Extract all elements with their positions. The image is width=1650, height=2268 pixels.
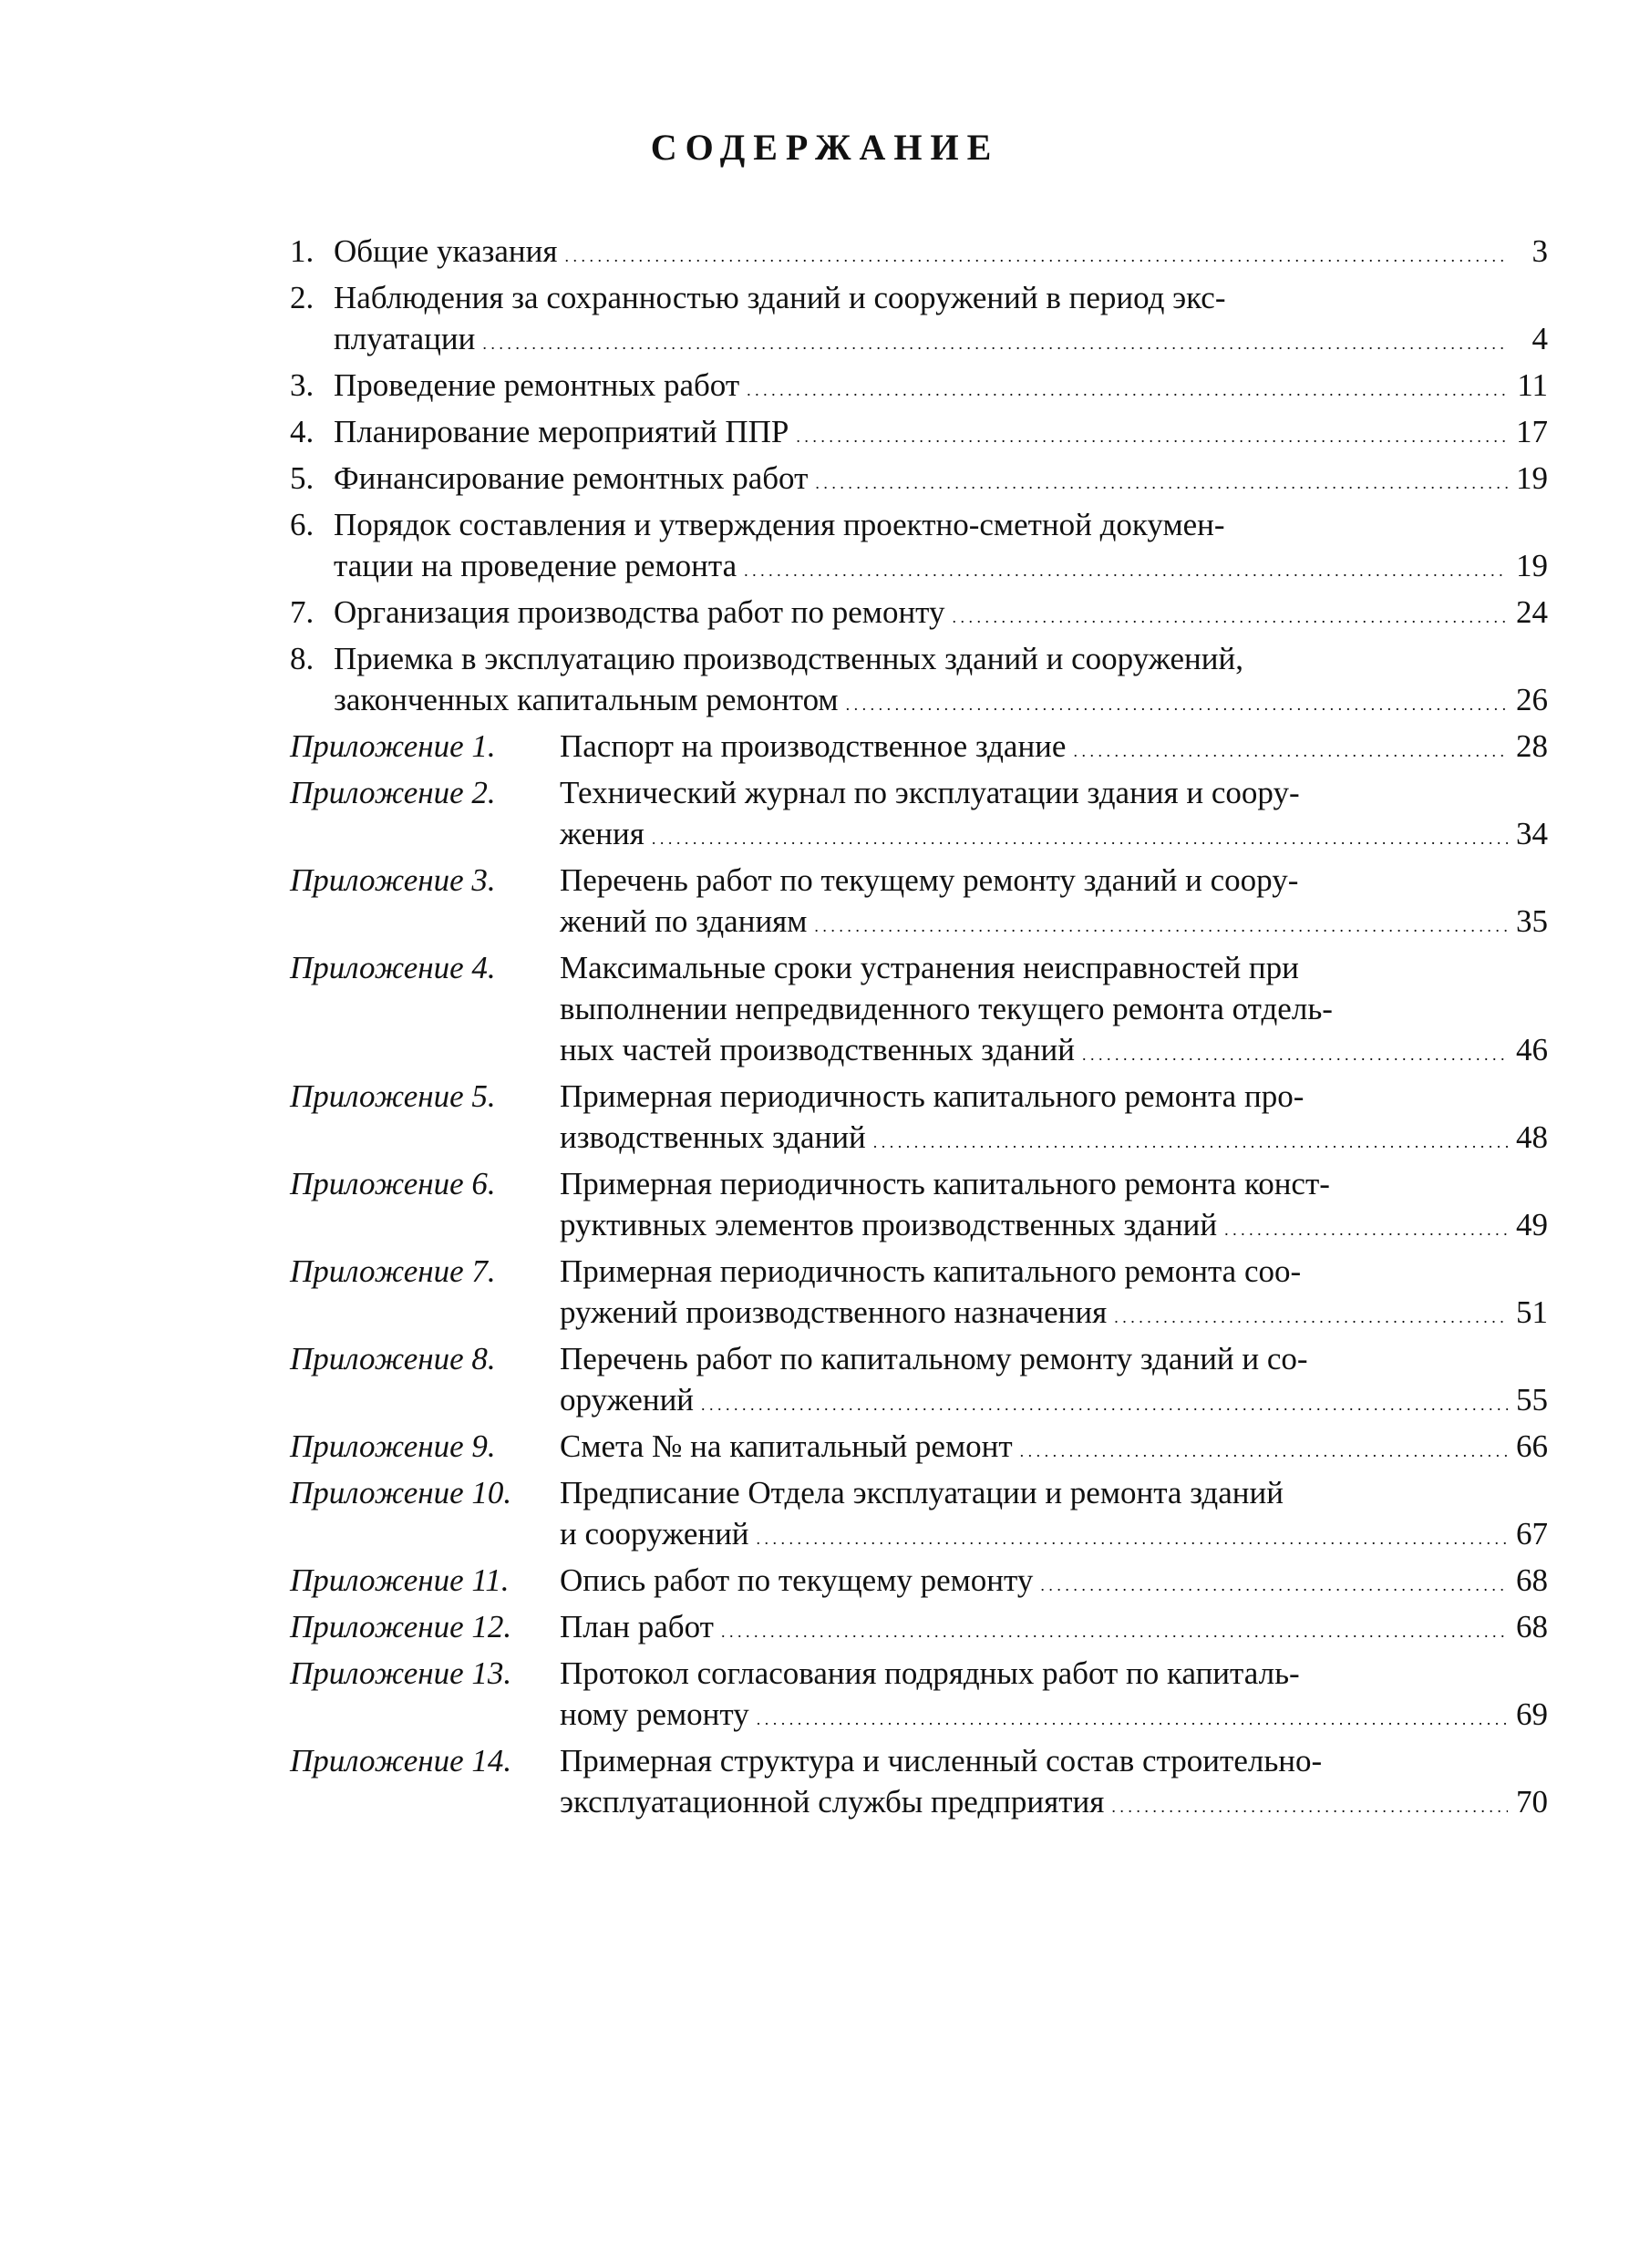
entry-title-line: Технический журнал по эксплуатации здания и соору- [560, 775, 1300, 810]
entry-title-line: Примерная периодичность капитального ремонта соо- [560, 1253, 1302, 1289]
toc-appendix-entry[interactable] [290, 1076, 1548, 1163]
entry-last-line [560, 1694, 1548, 1740]
entry-title [560, 1251, 1548, 1338]
dot-leader [1040, 1562, 1508, 1606]
entry-title-line: оружений [560, 1382, 695, 1418]
page-number[interactable]: 11 [1517, 367, 1548, 403]
dot-leader [721, 1609, 1508, 1653]
entry-title-line: ружений производственного назначения [560, 1294, 1108, 1330]
toc-appendix-entry[interactable] [290, 1338, 1548, 1426]
appendix-label: Приложение 6. [290, 1166, 496, 1201]
entry-title [560, 726, 1548, 772]
entry-title-line: Приемка в эксплуатацию производственных зданий и сооружений, [334, 641, 1243, 676]
page-number[interactable]: 19 [1516, 460, 1548, 496]
entry-title-line: Проведение ремонтных работ [334, 367, 740, 403]
toc-section-entry[interactable] [290, 411, 1548, 458]
entry-title [334, 277, 1548, 365]
toc-appendix-entry[interactable] [290, 947, 1548, 1076]
entry-last-line [560, 813, 1548, 860]
dot-leader [747, 367, 1508, 411]
entry-title [560, 1472, 1548, 1560]
entry-title [560, 947, 1548, 1076]
entry-title-line: Опись работ по текущему ремонту [560, 1562, 1034, 1598]
entry-title [560, 1560, 1548, 1606]
entry-last-line [560, 1513, 1548, 1560]
section-number: 6. [290, 507, 315, 542]
page-number[interactable]: 46 [1516, 1032, 1548, 1067]
entry-title-line: Паспорт на производственное здание [560, 728, 1067, 764]
entry-title [334, 504, 1548, 592]
entry-title-line: Максимальные сроки устранения неисправностей при [560, 950, 1299, 985]
entry-title-line: плуатации [334, 321, 476, 356]
toc-section-entry[interactable] [290, 231, 1548, 277]
page-title: СОДЕРЖАНИЕ [650, 127, 1000, 168]
dot-leader [796, 414, 1508, 458]
page-number[interactable]: 3 [1531, 233, 1548, 269]
entry-title-line: жений по зданиям [560, 903, 808, 939]
dot-leader [701, 1382, 1508, 1426]
dot-leader [1224, 1207, 1508, 1251]
toc-appendix-entry[interactable] [290, 772, 1548, 860]
toc-section-entry[interactable] [290, 504, 1548, 592]
section-number: 4. [290, 414, 315, 449]
dot-leader [757, 1516, 1508, 1560]
entry-title-line: Перечень работ по текущему ремонту зданий и соору- [560, 862, 1299, 898]
dot-leader [482, 321, 1508, 365]
entry-last-line [560, 1560, 1548, 1606]
toc-section-entry[interactable] [290, 638, 1548, 726]
section-number: 3. [290, 367, 315, 403]
toc-appendix-entry[interactable] [290, 726, 1548, 772]
page-number[interactable]: 28 [1516, 728, 1548, 764]
entry-title-line: ному ремонту [560, 1696, 749, 1732]
page-number[interactable]: 48 [1516, 1119, 1548, 1155]
section-number: 7. [290, 594, 315, 630]
dot-leader [1082, 1032, 1508, 1076]
appendix-label: Приложение 11. [290, 1562, 510, 1598]
entry-last-line [560, 1204, 1548, 1251]
appendix-label: Приложение 9. [290, 1428, 496, 1464]
appendix-label: Приложение 2. [290, 775, 496, 810]
appendix-label: Приложение 5. [290, 1078, 496, 1114]
toc-appendix-entry[interactable] [290, 860, 1548, 947]
entry-title-line: законченных капитальным ремонтом [334, 682, 839, 717]
page-number[interactable]: 35 [1516, 903, 1548, 939]
entry-title [560, 1606, 1548, 1653]
toc-appendix-entry[interactable] [290, 1163, 1548, 1251]
entry-title-line: Примерная периодичность капитального ремонта конст- [560, 1166, 1330, 1201]
section-number: 1. [290, 233, 315, 269]
entry-title-line: Организация производства работ по ремонту [334, 594, 945, 630]
entry-last-line [334, 318, 1548, 365]
entry-last-line [334, 411, 1548, 458]
dot-leader [873, 1119, 1508, 1163]
entry-last-line [560, 1379, 1548, 1426]
entry-last-line [560, 1029, 1548, 1076]
appendix-label: Приложение 8. [290, 1341, 496, 1376]
section-number: 5. [290, 460, 315, 496]
entry-title [334, 231, 1548, 277]
entry-title-line: эксплуатационной службы предприятия [560, 1784, 1105, 1820]
toc-appendix-entry[interactable] [290, 1653, 1548, 1740]
entry-last-line [560, 1606, 1548, 1653]
entry-last-line [334, 458, 1548, 504]
page-number[interactable]: 4 [1531, 321, 1548, 356]
toc-section-entry[interactable] [290, 592, 1548, 638]
entry-title-line: выполнении непредвиденного текущего ремонта отдель- [560, 991, 1333, 1026]
appendix-label: Приложение 10. [290, 1475, 512, 1510]
section-number: 2. [290, 280, 315, 315]
entry-last-line [334, 545, 1548, 592]
entry-last-line [334, 592, 1548, 638]
entry-last-line [334, 365, 1548, 411]
entry-title-line: и сооружений [560, 1516, 749, 1552]
page-number[interactable]: 66 [1516, 1428, 1548, 1464]
page-number[interactable]: 34 [1516, 816, 1548, 851]
dot-leader [1073, 728, 1508, 772]
entry-title [334, 458, 1548, 504]
entry-title-line: Порядок составления и утверждения проектно-сметной докумен- [334, 507, 1225, 542]
entry-title-line: Общие указания [334, 233, 558, 269]
entry-title [334, 411, 1548, 458]
appendix-label: Приложение 1. [290, 728, 496, 764]
page-number[interactable]: 49 [1516, 1207, 1548, 1242]
entry-title-line: Наблюдения за сохранностью зданий и сооружений в период экс- [334, 280, 1226, 315]
dot-leader [953, 594, 1508, 638]
entry-title [334, 365, 1548, 411]
entry-title-line: Смета № на капитальный ремонт [560, 1428, 1013, 1464]
entry-title [560, 1740, 1548, 1828]
dot-leader [846, 682, 1508, 726]
appendix-label: Приложение 7. [290, 1253, 496, 1289]
entry-title [560, 772, 1548, 860]
toc-appendix-entry[interactable] [290, 1740, 1548, 1828]
entry-title-line: Примерная периодичность капитального ремонта про- [560, 1078, 1305, 1114]
entry-last-line [560, 1781, 1548, 1828]
page-number[interactable]: 68 [1516, 1609, 1548, 1644]
entry-title [334, 638, 1548, 726]
entry-title-line: План работ [560, 1609, 714, 1644]
page-number[interactable]: 51 [1516, 1294, 1548, 1330]
page-number[interactable]: 17 [1516, 414, 1548, 449]
page-number[interactable]: 19 [1516, 548, 1548, 583]
toc-appendix-entry[interactable] [290, 1251, 1548, 1338]
page-number[interactable]: 55 [1516, 1382, 1548, 1418]
appendix-label: Приложение 14. [290, 1743, 512, 1778]
toc-section-entry[interactable] [290, 458, 1548, 504]
entry-title-line: Протокол согласования подрядных работ по капиталь- [560, 1655, 1300, 1691]
entry-title-line: тации на проведение ремонта [334, 548, 737, 583]
toc-appendix-entry[interactable] [290, 1606, 1548, 1653]
table-of-contents [290, 231, 1548, 1828]
entry-title-line: Предписание Отдела эксплуатации и ремонта зданий [560, 1475, 1284, 1510]
entry-last-line [560, 726, 1548, 772]
dot-leader [814, 903, 1508, 947]
dot-leader [564, 233, 1508, 277]
dot-leader [744, 548, 1508, 592]
entry-title-line: жения [560, 816, 645, 851]
dot-leader [757, 1696, 1508, 1740]
entry-title [560, 1653, 1548, 1740]
entry-title-line: Примерная структура и численный состав строительно- [560, 1743, 1323, 1778]
entry-title [560, 1338, 1548, 1426]
page-number[interactable]: 67 [1516, 1516, 1548, 1552]
entry-title [334, 592, 1548, 638]
dot-leader [1114, 1294, 1508, 1338]
entry-last-line [334, 231, 1548, 277]
entry-last-line [560, 901, 1548, 947]
entry-title-line: Планирование мероприятий ППР [334, 414, 789, 449]
section-number: 8. [290, 641, 315, 676]
appendix-label: Приложение 3. [290, 862, 496, 898]
entry-title-line: Финансирование ремонтных работ [334, 460, 809, 496]
appendix-label: Приложение 13. [290, 1655, 512, 1691]
page-number[interactable]: 68 [1516, 1562, 1548, 1598]
toc-appendix-entry[interactable] [290, 1560, 1548, 1606]
page-number[interactable]: 24 [1516, 594, 1548, 630]
entry-title [560, 1163, 1548, 1251]
page-number[interactable]: 69 [1516, 1696, 1548, 1732]
dot-leader [815, 460, 1508, 504]
page-number[interactable]: 26 [1516, 682, 1548, 717]
entry-last-line [560, 1292, 1548, 1338]
entry-title-line: Перечень работ по капитальному ремонту зданий и со- [560, 1341, 1308, 1376]
page-number[interactable]: 70 [1516, 1784, 1548, 1820]
entry-title [560, 1076, 1548, 1163]
entry-last-line [560, 1117, 1548, 1163]
entry-title [560, 1426, 1548, 1472]
appendix-label: Приложение 12. [290, 1609, 512, 1644]
entry-last-line [334, 679, 1548, 726]
entry-title [560, 860, 1548, 947]
entry-title-line: руктивных элементов производственных зданий [560, 1207, 1218, 1242]
toc-appendix-entry[interactable] [290, 1426, 1548, 1472]
toc-section-entry[interactable] [290, 277, 1548, 365]
appendix-label: Приложение 4. [290, 950, 496, 985]
entry-last-line [560, 1426, 1548, 1472]
dot-leader [1020, 1428, 1508, 1472]
entry-title-line: изводственных зданий [560, 1119, 866, 1155]
dot-leader [652, 816, 1508, 860]
toc-appendix-entry[interactable] [290, 1472, 1548, 1560]
toc-section-entry[interactable] [290, 365, 1548, 411]
dot-leader [1111, 1784, 1508, 1828]
entry-title-line: ных частей производственных зданий [560, 1032, 1075, 1067]
